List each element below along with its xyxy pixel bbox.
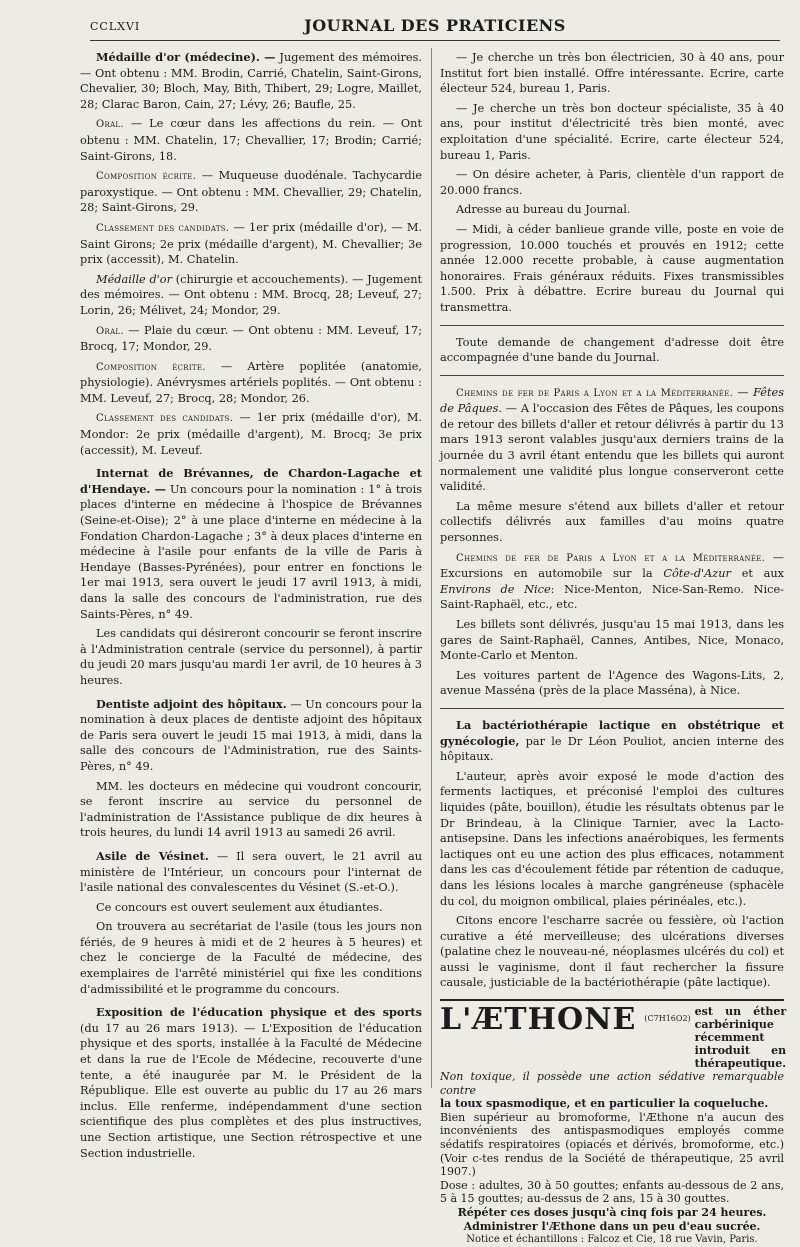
paragraph xyxy=(440,718,784,765)
paragraph-text: par le Dr Léon Pouliot, ancien interne des hôpitaux. xyxy=(440,734,784,764)
subhead-label: Chemins de fer de Paris a Lyon et a la Méditerranée. xyxy=(456,552,766,564)
paragraph: On trouvera au secrétariat de l'asile (tous les jours non fériés, de 9 heures à midi et de 2 heures à 5 heures) et chez le concierge de la Faculté de médecine, des exemplaires de l'arrêté ministériel qui fixe les conditions d'admissibilité et le programme du concours. xyxy=(80,920,422,996)
paragraph: Les candidats qui désireront concourir se feront inscrire à l'Administration centrale (service du personnel), à partir du jeudi 20 mars jusqu'au mardi 1er avril, de 10 heures à 3 heures. xyxy=(80,627,422,687)
page-folio: CCLXVI xyxy=(90,20,141,33)
left-column xyxy=(80,50,422,1165)
section-lead: Asile de Vésinet. xyxy=(96,848,209,863)
paragraph xyxy=(80,323,422,355)
paragraph: Citons encore l'escharre sacrée ou fessière, où l'action curative a été merveilleuse; des ulcérations diverses (palatine chez le nouveau-né, néoplasmes ulcérés du col) et aussi le vaginisme, dont il faut rechercher la fissure causale, justiciable de la bactériothérapie (pâte lactique). xyxy=(440,914,784,990)
classified-ad: — Midi, à céder banlieue grande ville, poste en voie de progression, 10.000 touchés et prouvés en 1912; cette année 12.000 recette probable, à cause augmentation honoraires. Frais généraux réduits. Fixes transmissibles 1.500. Prix à débattre. Ecrire bureau du Journal qui transmettra. xyxy=(440,222,784,314)
page-header xyxy=(90,14,780,41)
section-lead: Médaille d'or xyxy=(96,272,172,286)
paragraph xyxy=(80,697,422,775)
paragraph-text: Un concours pour la nomination : 1° à trois places d'interne en médecine à l'hospice de Brévannes (Seine-et-Oise); 2° à une place d'interne en médecine à la Fondation Chardon-Lagache ; 3° à deux places d'interne en médecine à l'asile pour enfants de la ville de Paris à Hendaye (Basses-Pyrénées), pour entrer en fonctions le 1er mai 1913, sera ouvert le jeudi 17 avril 1913, à midi, dans la salle des concours de l'administration, rue des Saints-Pères, n° 49. xyxy=(80,482,422,621)
subhead-label: Classement des candidats. xyxy=(96,222,230,234)
paragraph-text: Jugement des mémoires. — Ont obtenu : MM. Brodin, Carrié, Chatelin, Saint-Girons, Chevalier, 30; Bloch, May, Bith, Thibert, 29; Logre, Maillet, 28; Clarac Baron, Cain, 27; Lévy, 26; Baufle, 25. xyxy=(80,51,422,111)
paragraph: Ce concours est ouvert seulement aux étudiantes. xyxy=(96,900,383,914)
advertisement-aethone xyxy=(440,999,787,1247)
paragraph-text: — Le cœur dans les affections du rein. — Ont obtenu : MM. Chatelin, 17; Chevallier, 17; Brodin; Carrié; Saint-Girons, 18. xyxy=(80,117,423,163)
ad-line: Dose : adultes, 30 à 50 gouttes; enfants au-dessous de 2 ans, 5 à 15 gouttes; au-dessus de 2 ans, 15 à 30 gouttes. xyxy=(440,1178,784,1206)
section-rule xyxy=(440,708,784,709)
paragraph: L'auteur, après avoir exposé le mode d'action des ferments lactiques, et préconisé l'emploi des cultures liquides (pâte, bouillon), étudie les résultats obtenus par le Dr Brindeau, à la Clinique Tarnier, avec la Lacto-antisepsine. Dans les infections anaérobiques, les ferments lactiques ont eu une action des plus efficaces, notamment dans les cas d'écoulement fétide par rétention de caduque, dans les lésions locales à marche gangréneuse (sphacèle du col, du moignon ombilical, plaies périnéales, etc.). xyxy=(440,769,784,908)
place-name: Côte-d'Azur xyxy=(663,567,731,581)
ad-header xyxy=(440,1002,787,1071)
classified-ad: Adresse au bureau du Journal. xyxy=(456,203,631,217)
paragraph: MM. les docteurs en médecine qui voudront concourir, se feront inscrire au service du personnel de l'administration de l'Assistance publique de dix heures à trois heures, du lundi 14 avril 1913 au samedi 26 avril. xyxy=(80,779,422,840)
classified-ad: — Je cherche un très bon électricien, 30 à 40 ans, pour Institut fort bien installé. Offre intéressante. Ecrire, carte électeur 524, bureau 1, Paris. xyxy=(440,51,784,96)
ad-line: la toux spasmodique, et en particulier la coqueluche. xyxy=(440,1097,769,1111)
paragraph-text: — Artère poplitée (anatomie, physiologie). Anévrysmes artériels poplités. — Ont obtenu : MM. Leveuf, 27; Brocq, 28; Mondor, 26. xyxy=(80,359,423,405)
section-rule xyxy=(440,375,784,376)
place-name: Environs de Nice xyxy=(440,582,551,596)
paragraph-text: (du 17 au 26 mars 1913). — L'Exposition de l'éducation physique et des sports, installée à la Faculté de Médecine et dans la rue de l'Ecole de Médecine, recouverte d'une tente, a été inaugurée par M. le Président de la République. Elle est ouverte au public du 17 au 26 mars inclus. Elle renferme, indépendamment d'une section scientifique des plus complètes et des plus instructives, une Section artistique, une Section rétrospective et une Section industrielle. xyxy=(80,1021,422,1160)
subhead-label: Composition écrite. xyxy=(96,171,197,183)
subhead-italic: Fêtes de Pâques. xyxy=(440,385,784,416)
subhead-label: Composition écrite. xyxy=(96,361,206,373)
paragraph xyxy=(80,116,422,164)
paragraph: Les billets sont délivrés, jusqu'au 15 mai 1913, dans les gares de Saint-Raphaël, Cannes, Antibes, Nice, Monaco, Monte-Carlo et Menton. xyxy=(440,618,784,663)
subhead-label: Oral. xyxy=(96,325,124,337)
ad-line: Notice et échantillons : Falcoz et Cie, 18 rue Vavin, Paris. xyxy=(466,1234,758,1246)
paragraph xyxy=(80,410,422,458)
paragraph xyxy=(80,849,422,896)
paragraph-text: : Nice-Menton, Nice-San-Remo. Nice-Saint-Raphaël, etc., etc. xyxy=(440,582,784,612)
paragraph-text: — 1er prix (médaille d'or), — M. Saint Girons; 2e prix (médaille d'argent), M. Chevallier; 3e prix (accessit), M. Chatelin. xyxy=(80,220,422,267)
paragraph-text: — Un concours pour la nomination à deux places de dentiste adjoint des hôpitaux de Paris sera ouvert le jeudi 15 mai 1913, à midi, dans la salle des concours de l'Administration, rue des Saints-Pères, n° 49. xyxy=(80,697,422,773)
right-column xyxy=(440,50,787,1247)
section-lead: Internat de Brévannes, de Chardon-Lagache et d'Hendaye. — xyxy=(80,466,422,496)
section-lead: Dentiste adjoint des hôpitaux. xyxy=(96,696,287,711)
paragraph-text: — Muqueuse duodénale. Tachycardie paroxystique. — Ont obtenu : MM. Chevallier, 29; Chatelin, 28; Saint-Girons, 29. xyxy=(80,169,422,215)
ad-formula: (C7H16O2) xyxy=(644,1014,691,1024)
ad-line: Non toxique, il possède une action sédative remarquable contre xyxy=(440,1070,784,1097)
ad-line: Bien supérieur au bromoforme, l'Æthone n'a aucun des inconvénients des antispasmodiques employés comme sédatifs respiratoires (opiacés et dérivés, bromoforme, etc.) (Voir c-tes rendus de la Société de thérapeutique, 25 avril 1907.) xyxy=(440,1110,784,1179)
paragraph-text: — Il sera ouvert, le 21 avril au ministère de l'Intérieur, un concours pour l'internat de l'asile national des convalescentes du Vésinet (S.-et-O.). xyxy=(80,849,423,895)
section-rule xyxy=(440,325,784,326)
ad-line: Répéter ces doses jusqu'à cinq fois par 24 heures. xyxy=(457,1206,767,1219)
ad-line: Administrer l'Æthone dans un peu d'eau sucrée. xyxy=(463,1219,761,1233)
paragraph-text: — A l'occasion des Fêtes de Pâques, les coupons de retour des billets d'aller et retour délivrés à partir du 13 mars 1913 seront valables jusqu'aux derniers trains de la journée du 3 avril étant entendu que les billets qui auront normalement une validité plus longue conserveront cette validité. xyxy=(440,402,785,494)
journal-title: JOURNAL DES PRATICIENS xyxy=(304,16,566,35)
paragraph-text: et aux xyxy=(741,567,785,581)
notice-change-address: Toute demande de changement d'adresse doit être accompagnée d'une bande du Journal. xyxy=(440,335,784,365)
paragraph-text: — Excursions en automobile sur la xyxy=(440,550,785,581)
paragraph xyxy=(80,359,422,407)
ad-tagline: est un éther carbérinique récemment introduit en thérapeutique. xyxy=(694,1005,787,1071)
paragraph xyxy=(80,272,422,319)
section-lead: La bactériothérapie lactique en obstétrique et gynécologie, xyxy=(440,717,784,748)
section-lead: Médaille d'or (médecine). — xyxy=(96,50,276,64)
paragraph xyxy=(80,466,422,622)
paragraph: Chemins de fer de Paris a Lyon et a la Méditerranée. — Fêtes de Pâques. — A l'occasion des Fêtes de Pâques, les coupons de retour des billets d'aller et retour délivrés à partir du 13 mars 1913 seront valables jusqu'aux derniers trains de la journée du 3 avril étant entendu que les billets qui auront normalement une validité plus longue conserveront cette validité. xyxy=(440,385,785,494)
section-lead: Exposition de l'éducation physique et des sports xyxy=(96,1005,422,1020)
paragraph xyxy=(80,168,422,216)
subhead-label: Classement des candidats. xyxy=(96,413,234,425)
paragraph xyxy=(440,550,784,613)
paragraph-text: (chirurgie et accouchements). — Jugement des mémoires. — Ont obtenu : MM. Brocq, 28; Leveuf, 27; Lorin, 26; Mélivet, 24; Mondor, 29. xyxy=(80,272,423,317)
paragraph xyxy=(80,220,422,268)
paragraph xyxy=(80,50,422,112)
paragraph: La même mesure s'étend aux billets d'aller et retour collectifs délivrés aux familles d'au moins quatre personnes. xyxy=(440,499,784,545)
ad-brand: L'ÆTHONE xyxy=(440,1002,637,1038)
classified-ad: — On désire acheter, à Paris, clientèle d'un rapport de 20.000 francs. xyxy=(440,168,784,197)
classified-ad: — Je cherche un très bon docteur spécialiste, 35 à 40 ans, pour institut d'électricité très bien monté, avec exploitation d'une spécialité. Ecrire, carte électeur 524, bureau 1, Paris. xyxy=(440,101,784,162)
subhead-label: Chemins de fer de Paris a Lyon et a la Méditerranée. xyxy=(456,387,734,399)
paragraph: Les voitures partent de l'Agence des Wagons-Lits, 2, avenue Masséna (près de la place Masséna), à Nice. xyxy=(440,668,784,698)
paragraph-text: — 1er prix (médaille d'or), M. Mondor: 2e prix (médaille d'argent), M. Brocq; 3e prix (accessit), M. Leveuf. xyxy=(80,411,422,457)
paragraph-text: — Plaie du cœur. — Ont obtenu : MM. Leveuf, 17; Brocq, 17; Mondor, 29. xyxy=(80,323,422,354)
column-divider xyxy=(431,48,432,1088)
paragraph xyxy=(80,1005,422,1161)
subhead-label: Oral. xyxy=(96,119,124,131)
